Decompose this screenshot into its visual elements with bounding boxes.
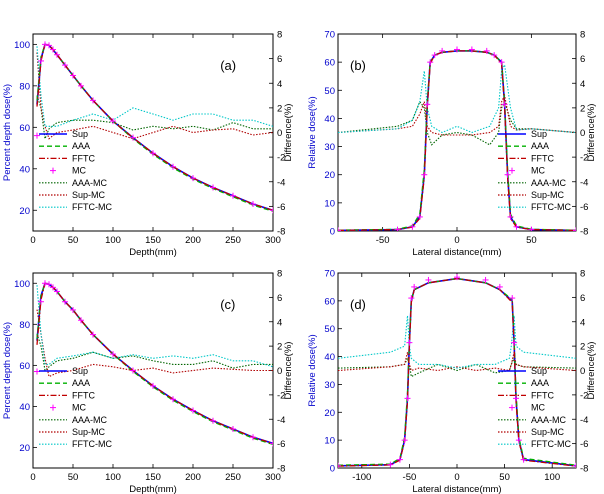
y-tick-label: 40 [324,113,335,125]
y2-tick-label: 2 [580,341,586,353]
legend-label: FFTC-MC [72,439,112,450]
y-tick-label: 60 [324,296,335,308]
y-tick-label: 30 [324,379,335,391]
mc-point [42,41,48,47]
x-tick-label: 100 [105,472,121,483]
mc-point [335,227,341,233]
mc-point [402,437,408,443]
y-tick-label: 40 [324,352,335,364]
y2-tick-label: 0 [580,128,586,139]
panel-label: (a) [220,58,237,73]
x-tick-label: 0 [454,472,460,483]
x-tick-label: -50 [402,472,417,483]
y2-tick-label: 0 [580,366,586,377]
y-tick-label: 10 [324,198,335,210]
x-tick-label: 150 [145,235,161,246]
y2-tick-label: -6 [580,439,589,451]
y2-tick-label: -4 [277,414,286,426]
legend-label: FFTC-MC [531,202,571,213]
axes-frame [33,273,273,468]
y2-tick-label: 0 [277,366,283,377]
y2-axis-label: Difference(%) [586,103,597,162]
mc-point [250,201,256,207]
legend-label: Sup-MC [531,427,565,437]
x-tick-label: 150 [145,472,161,483]
legend-label: FFTC-MC [72,202,112,213]
y-tick-label: 20 [324,407,335,419]
y2-axis-label: Difference(%) [283,103,294,162]
series-line-fftc-mc [37,46,273,126]
axes-frame [33,34,273,231]
y2-tick-label: -4 [580,414,589,426]
legend-label: MC [531,402,545,413]
y2-tick-label: -2 [580,390,589,402]
panel-a [2,30,294,259]
legend [498,366,571,449]
mc-point [270,440,276,446]
y-tick-label: 20 [19,442,30,454]
y2-tick-label: -6 [580,201,589,213]
legend-label: AAA-MC [531,177,567,188]
legend-label: Sup [531,366,548,376]
legend-label: MC [531,165,545,176]
plot-area [34,280,276,446]
y-tick-label: 60 [19,360,30,372]
y-axis-label: Relative dose(%) [307,96,318,169]
y2-tick-label: 4 [580,317,586,329]
y-tick-label: 0 [329,226,335,238]
y-tick-label: 60 [19,122,30,134]
legend-label: AAA [72,378,91,389]
y-tick-label: 80 [19,319,30,331]
y2-tick-label: -2 [277,152,286,164]
y-axis-label: Percent depth dose(%) [2,321,13,420]
legend [39,366,112,449]
y2-tick-label: 6 [580,54,586,66]
x-tick-label: 100 [105,235,121,246]
y-tick-label: 10 [324,435,335,447]
mc-point [406,340,412,346]
y-tick-label: 20 [19,205,30,217]
panel-c [2,269,294,494]
x-tick-label: -50 [375,235,390,246]
mc-point [573,227,579,233]
y2-tick-label: 8 [277,268,283,280]
mc-point [210,418,216,424]
y2-tick-label: 4 [580,78,586,90]
x-tick-label: 300 [265,235,281,246]
mc-point [270,207,276,213]
y-tick-label: 100 [14,39,30,51]
y2-tick-label: 2 [277,103,283,115]
x-axis-label: Depth(mm) [129,247,177,258]
panel-label: (b) [350,58,366,73]
mc-point [528,227,534,233]
x-axis-label: Lateral distance(mm) [412,484,502,494]
y2-tick-label: -2 [580,152,589,164]
x-axis-label: Depth(mm) [129,484,177,494]
y2-tick-label: 6 [277,54,283,66]
x-tick-label: 300 [265,472,281,483]
x-tick-label: 0 [30,472,36,483]
y2-tick-label: 2 [277,341,283,353]
mc-point [42,280,48,286]
x-tick-label: 50 [526,235,537,246]
y-axis-label: Percent depth dose(%) [2,83,13,182]
mc-point [421,172,427,178]
y-tick-label: 50 [324,85,335,97]
legend-label: AAA [531,141,550,152]
y-tick-label: 60 [324,57,335,69]
y-axis-label: Relative dose(%) [307,334,318,407]
legend-label: Sup-MC [72,190,106,200]
y-tick-label: 40 [19,164,30,176]
y2-tick-label: -6 [277,439,286,451]
legend-label: Sup [531,129,548,139]
series-line-fftc-mc [338,316,576,368]
y2-tick-label: 6 [580,292,586,304]
y2-tick-label: -4 [580,177,589,189]
mc-point [395,227,401,233]
series-line-aaa-mc [37,334,273,371]
y2-tick-label: -8 [277,226,286,238]
legend-label: AAA-MC [72,414,108,425]
legend-label: AAA-MC [531,414,567,425]
mc-point [38,58,44,64]
legend-label: FFTC-MC [531,439,571,450]
legend-label: MC [72,402,86,413]
mc-point [513,395,519,401]
y2-axis-label: Difference(%) [586,341,597,400]
series-line-fftc-mc [338,65,576,133]
legend-label: Sup [72,366,89,376]
y2-tick-label: 8 [580,268,586,280]
legend-label: FFTC [531,153,554,164]
y-tick-label: 100 [14,278,30,290]
panel-d [307,269,597,494]
plot-area [34,41,276,213]
legend-label: AAA [72,141,91,152]
y-tick-label: 30 [324,142,335,154]
mc-point [424,101,430,107]
x-tick-label: 250 [225,235,241,246]
x-tick-label: 50 [499,472,510,483]
mc-point [505,172,511,178]
legend-label: FFTC [72,390,95,401]
x-axis-label: Lateral distance(mm) [412,247,502,258]
x-tick-label: -100 [352,472,372,483]
mc-point [521,457,527,463]
y-tick-label: 50 [324,324,335,336]
mc-point [408,295,414,301]
legend-label: FFTC [531,390,554,401]
legend-label: AAA [531,378,550,389]
y-tick-label: 70 [324,268,335,280]
y2-tick-label: 8 [580,29,586,41]
y2-tick-label: -2 [277,390,286,402]
y2-tick-label: -6 [277,201,286,213]
legend-label: AAA-MC [72,177,108,188]
legend-label: Sup-MC [531,190,565,200]
x-tick-label: 50 [67,235,79,246]
y2-axis-label: Difference(%) [283,341,294,400]
y-tick-label: 20 [324,170,335,182]
x-tick-label: 50 [67,472,79,483]
y2-tick-label: 0 [277,128,283,139]
panel-b [307,30,597,259]
y2-tick-label: -8 [580,463,589,475]
legend-label: Sup [72,129,89,139]
mc-point [387,462,393,468]
x-tick-label: 0 [454,235,460,246]
x-tick-label: 100 [544,472,561,483]
legend-label: MC [72,165,86,176]
mc-point [516,437,522,443]
y2-tick-label: 4 [277,78,283,90]
x-tick-label: 0 [30,235,36,246]
y-tick-label: 40 [19,401,30,413]
x-tick-label: 200 [185,235,201,246]
legend-label: Sup-MC [72,427,106,437]
y2-tick-label: 6 [277,292,283,304]
y2-tick-label: 8 [277,29,283,41]
panel-label: (d) [350,297,366,312]
y-tick-label: 0 [329,463,335,475]
x-tick-label: 200 [185,472,201,483]
y-tick-label: 70 [324,29,335,41]
x-tick-label: 250 [225,472,241,483]
mc-point [404,395,410,401]
legend-label: FFTC [72,153,95,164]
panel-label: (c) [220,297,236,312]
y2-tick-label: 2 [580,103,586,115]
y2-tick-label: -8 [580,226,589,238]
y-tick-label: 80 [19,81,30,93]
series-line-fftc-mc [37,285,273,367]
y2-tick-label: 4 [277,317,283,329]
legend [39,129,112,212]
y2-tick-label: -4 [277,177,286,189]
series-line-sup-mc [37,53,273,139]
y2-tick-label: -8 [277,463,286,475]
